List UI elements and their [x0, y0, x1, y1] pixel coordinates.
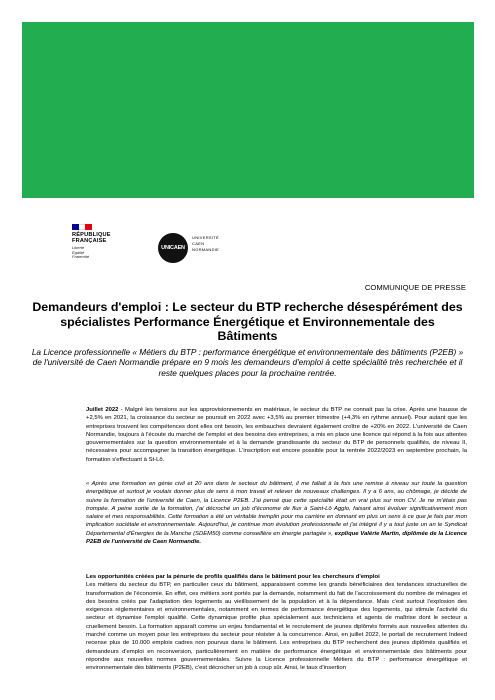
header-banner	[22, 22, 474, 198]
republique-motto: Liberté Égalité Fraternité	[72, 245, 90, 259]
testimony-attribution: explique Valérie Martin, diplômée de la Licence P2EB de l'université de Caen Normandie.	[86, 530, 468, 546]
unicaen-wordmark	[192, 235, 232, 253]
paragraph-opportunities	[86, 573, 467, 673]
unicaen-line1: UNIVERSITÉ	[192, 235, 220, 240]
republique-label: RÉPUBLIQUE	[72, 232, 111, 238]
unicaen-line3: NORMANDIE	[192, 247, 220, 252]
testimony-quote: « Après une formation en génie civil et 20 ans dans le secteur du bâtiment, il me fallait à la fois une remise à niveau sur toute la question énergétique et surtout je voulais donner plus de sens à mon travail et relever de nouveaux challenges. Il y a 6 ans, au chômage, je décide de suivre la formation de l'université de Caen, la Licence P2EB. J'ai pensé que cette spécialité était un vrai plus sur mon CV. Je ne m'étais pas trompée. A peine sortie de la formation, j'ai décroché un job d'économe de flux à Saint-Lô Agglo, faisant ainsi évoluer significativement mon salaire et mes responsabilités. Cette formation a été un véritable tremplin pour ma carrière en donnant en plus un sens à ce que je fais par mon implication sociétale et environnementale. Aujourd'hui, je continue mon évolution professionnelle et j'ai intégré il y a tout juste un an le Syndicat Départemental d'Énergies de la Manche (SDEM50) comme conseillère en énergie partagée »,	[86, 481, 467, 537]
press-release-label: COMMUNIQUE DE PRESSE	[364, 283, 466, 292]
french-flag-icon	[72, 224, 92, 230]
paragraph-date: Juillet 2022	[86, 407, 119, 413]
francaise-label: FRANÇAISE	[72, 238, 107, 244]
section-heading: Les opportunités créées par la pénurie de profils qualifiés dans le bâtiment pour les chercheurs d'emploi	[86, 574, 380, 580]
page-title: Demandeurs d'emploi : Le secteur du BTP recherche désespérément des spécialistes Performance Énergétique et Environnementale des Bâtiments	[32, 300, 463, 343]
republique-francaise-logo	[72, 224, 118, 260]
unicaen-line2: CAEN	[192, 241, 205, 246]
unicaen-mark: UNICAEN	[158, 233, 188, 263]
paragraph-intro	[86, 406, 467, 464]
unicaen-logo	[158, 233, 220, 263]
section-text: Les métiers du secteur du BTP, en particulier ceux du bâtiment, apparaissent comme les grands bénéficiaires des tendances structurelles de transformation de l'économie. En effet, ces métiers sont portés par la demande, notamment du fait de l'accroissement du nombre de ménages et des besoins créés par l'adaptation des logements au vieillissement de la population et à la dépendance. Mais c'est surtout l'explosion des exigences réglementaires et environnementales, notamment en termes de performance énergétique des logements, qui stimule l'activité du secteur et dynamise l'emploi qualifié. Cette dynamique profite plus spécialement aux techniciens et agents de maîtrise dont le secteur a cruellement besoin. La formation apparaît comme un enjeu fondamental et le recrutement de jeunes diplômés formés aux nouvelles attentes du marché comme un moyen pour les entreprises du secteur pour résister à la concurrence. Ainsi, en juillet 2022, le portail de recrutement Indeed recense plus de 10.000 emplois cadres non pourvus dans le bâtiment. Les entreprises du BTP recherchent des jeunes diplômés qualifiés et demandeurs d'emploi en reconversion, particulièrement en matière de performance énergétique et environnementale des bâtiments pour répondre aux nouvelles normes gouvernementales. Suivre la Licence professionnelle Métiers du BTP : performance énergétique et environnementale des bâtiments (P2EB), c'est décrocher un job à coup sûr. Ainsi, le taux d'insertion	[86, 582, 467, 672]
page-subtitle: La Licence professionnelle « Métiers du BTP : performance énergétique et environnementale des bâtiments (P2EB) » de l'université de Caen Normandie prépare en 9 mois les demandeurs d'emploi à cette spécialité très recherchée et il reste quelques places pour la prochaine rentrée.	[31, 347, 464, 378]
paragraph-testimony	[86, 480, 467, 546]
paragraph-intro-text: - Malgré les tensions sur les approvisionnements en matériaux, le secteur du BTP ne connait pas la crise. Après une hausse de +2,5% en 2021, la croissance du secteur se poursuit en 2022 avec +3,5% au premier trimestre (+4,3% en rythme annuel). Pour autant que les entreprises trouvent les compétences dont elles ont besoin, les embauches devraient également croître de +20% en 2022. L'université de Caen Normandie, toujours à l'écoute du marché de l'emploi et des besoins des entreprises, a mis en place une licence qui répond à la fois aux attentes gouvernementales sur la question environnementale et à la demande grandissante du secteur du BTP de personnels qualifiés, de niveau II, nécessaires pour accompagner la transition énergétique. L'inscription est encore possible pour la rentrée 2022/2023 en septembre prochain, la formation s'effectuant à St-Lô.	[86, 407, 468, 463]
